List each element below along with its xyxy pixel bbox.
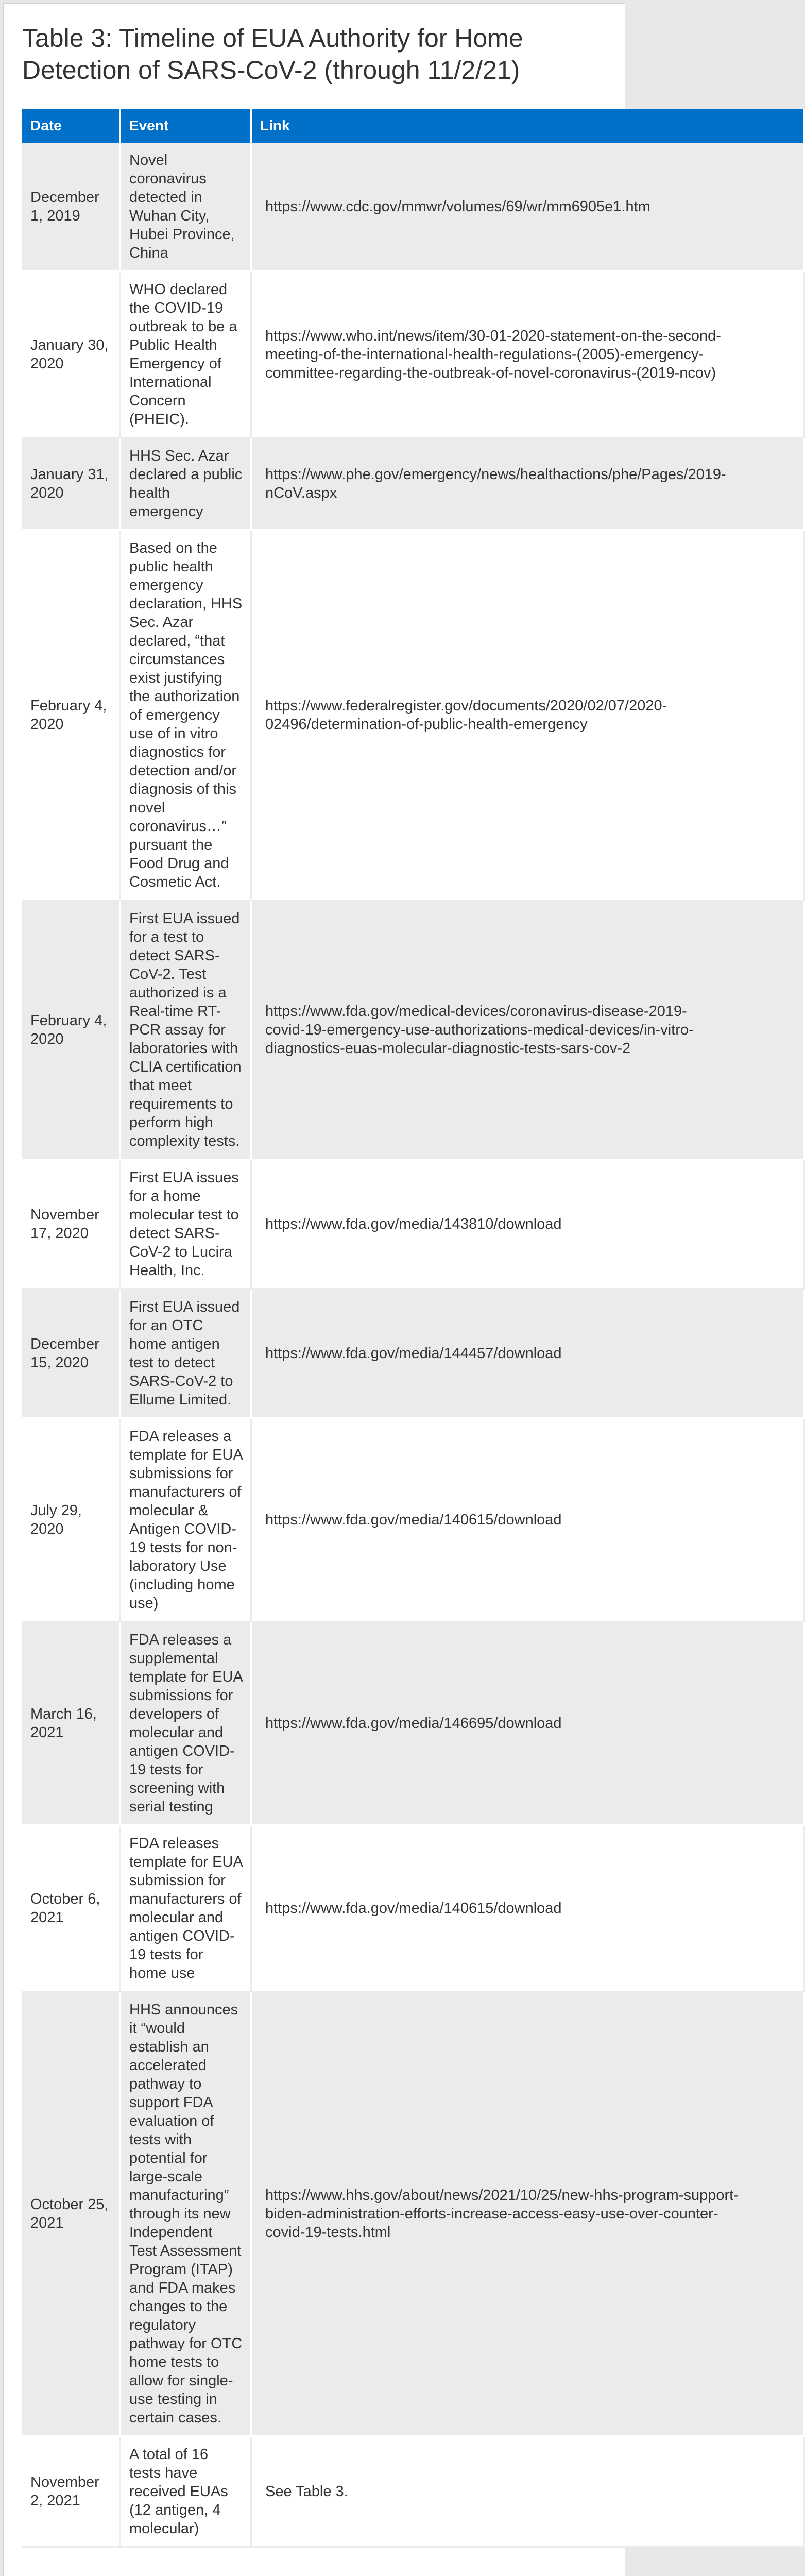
cell-link[interactable] (252, 901, 805, 1160)
cell-link[interactable] (252, 531, 805, 901)
cell-link[interactable] (252, 143, 805, 272)
link-text-line[interactable]: covid-19-emergency-use-authorizations-medical-devices/in-vitro- (265, 1022, 694, 1038)
cell-event: HHS announces it “would establish an accelerated pathway to support FDA evaluation of tests with potential for large-scale manufacturing” through its new Independent Test Assessment Program (ITAP) and FDA makes changes to the regulatory pathway for OTC home tests to allow for single-use testing in certain cases. (121, 1992, 252, 2437)
cell-link[interactable] (252, 438, 805, 531)
link-text-line[interactable]: https://www.fda.gov/media/140615/download (265, 1900, 562, 1917)
table-row (22, 1290, 805, 1419)
cell-date: March 16, 2021 (22, 1622, 121, 1826)
cell-event: FDA releases a template for EUA submissions for manufacturers of molecular & Antigen COVID-19 tests for non-laboratory Use (including home use) (121, 1419, 252, 1622)
table-header-row (22, 109, 805, 143)
link-text-line[interactable]: https://www.fda.gov/media/143810/download (265, 1216, 562, 1232)
column-header-link: Link (252, 109, 805, 143)
link-text-line[interactable]: https://www.fda.gov/media/146695/download (265, 1715, 562, 1732)
cell-event: First EUA issued for an OTC home antigen test to detect SARS-CoV-2 to Ellume Limited. (121, 1290, 252, 1419)
column-header-date: Date (22, 109, 121, 143)
table-row (22, 272, 805, 438)
cell-link[interactable] (252, 1992, 805, 2437)
cell-date: January 31, 2020 (22, 438, 121, 531)
link-text-line[interactable]: https://www.federalregister.gov/documents/2020/02/07/2020- (265, 698, 667, 714)
table-row (22, 1622, 805, 1826)
link-text-line[interactable]: https://www.fda.gov/media/144457/download (265, 1345, 562, 1362)
link-text-line[interactable]: committee-regarding-the-outbreak-of-novel-coronavirus-(2019-ncov) (265, 365, 716, 381)
link-text-line[interactable]: https://www.who.int/news/item/30-01-2020-statement-on-the-second- (265, 328, 721, 344)
cell-date: January 30, 2020 (22, 272, 121, 438)
link-text-line[interactable]: https://www.fda.gov/medical-devices/coronavirus-disease-2019- (265, 1003, 687, 1020)
cell-link[interactable] (252, 1622, 805, 1826)
cell-link[interactable] (252, 1419, 805, 1622)
cell-date: December 15, 2020 (22, 1290, 121, 1419)
cell-event: Novel coronavirus detected in Wuhan City, Hubei Province, China (121, 143, 252, 272)
link-text-line[interactable]: 02496/determination-of-public-health-emergency (265, 716, 588, 733)
table-row (22, 531, 805, 901)
table-row (22, 438, 805, 531)
timeline-table (22, 109, 805, 2548)
link-text-line[interactable]: See Table 3. (265, 2483, 348, 2500)
cell-date: November 2, 2021 (22, 2437, 121, 2548)
link-text-line[interactable]: diagnostics-euas-molecular-diagnostic-tests-sars-cov-2 (265, 1040, 631, 1057)
link-text-line[interactable]: covid-19-tests.html (265, 2224, 391, 2241)
table-row (22, 901, 805, 1160)
link-text-line[interactable]: nCoV.aspx (265, 485, 337, 501)
cell-link[interactable] (252, 1160, 805, 1290)
cell-date: November 17, 2020 (22, 1160, 121, 1290)
cell-link[interactable] (252, 1290, 805, 1419)
cell-date: October 6, 2021 (22, 1826, 121, 1992)
page (3, 3, 739, 2576)
table-row (22, 143, 805, 272)
cell-date: July 29, 2020 (22, 1419, 121, 1622)
cell-event: Based on the public health emergency declaration, HHS Sec. Azar declared, “that circumstances exist justifying the authorization of emergency use of in vitro diagnostics for detection and/or diagnosis of this novel coronavirus…” pursuant the Food Drug and Cosmetic Act. (121, 531, 252, 901)
link-text-line[interactable]: https://www.cdc.gov/mmwr/volumes/69/wr/mm6905e1.htm (265, 198, 650, 215)
cell-link[interactable] (252, 272, 805, 438)
table-row (22, 1160, 805, 1290)
link-text-line[interactable]: https://www.fda.gov/media/140615/download (265, 1512, 562, 1528)
table-row (22, 1419, 805, 1622)
link-text-line[interactable]: biden-administration-efforts-increase-access-easy-use-over-counter- (265, 2206, 718, 2222)
cell-link[interactable] (252, 2437, 805, 2548)
link-text-line[interactable]: meeting-of-the-international-health-regulations-(2005)-emergency- (265, 346, 704, 363)
table-title: Table 3: Timeline of EUA Authority for Home Detection of SARS-CoV-2 (through 11/2/21) (22, 24, 523, 84)
cell-date: February 4, 2020 (22, 531, 121, 901)
cell-event: HHS Sec. Azar declared a public health emergency (121, 438, 252, 531)
table-body (22, 143, 805, 2548)
table-row (22, 1826, 805, 1992)
cell-date: October 25, 2021 (22, 1992, 121, 2437)
timeline-table-container[interactable] (22, 109, 739, 2548)
link-text-line[interactable]: https://www.hhs.gov/about/news/2021/10/25/new-hhs-program-support- (265, 2187, 739, 2204)
cell-event: WHO declared the COVID-19 outbreak to be a Public Health Emergency of International Concern (PHEIC). (121, 272, 252, 438)
cell-event: A total of 16 tests have received EUAs (12 antigen, 4 molecular) (121, 2437, 252, 2548)
cell-event: First EUA issued for a test to detect SARS-CoV-2. Test authorized is a Real-time RT-PCR assay for laboratories with CLIA certification that meet requirements to perform high complexity tests. (121, 901, 252, 1160)
cell-event: FDA releases template for EUA submission for manufacturers of molecular and antigen COVID-19 tests for home use (121, 1826, 252, 1992)
link-text-line[interactable]: https://www.phe.gov/emergency/news/healthactions/phe/Pages/2019- (265, 466, 726, 483)
cell-event: FDA releases a supplemental template for EUA submissions for developers of molecular and antigen COVID-19 tests for screening with serial testing (121, 1622, 252, 1826)
cell-date: February 4, 2020 (22, 901, 121, 1160)
table-row (22, 1992, 805, 2437)
cell-event: First EUA issues for a home molecular test to detect SARS-CoV-2 to Lucira Health, Inc. (121, 1160, 252, 1290)
cell-date: December 1, 2019 (22, 143, 121, 272)
cell-link[interactable] (252, 1826, 805, 1992)
table-row (22, 2437, 805, 2548)
column-header-event: Event (121, 109, 252, 143)
